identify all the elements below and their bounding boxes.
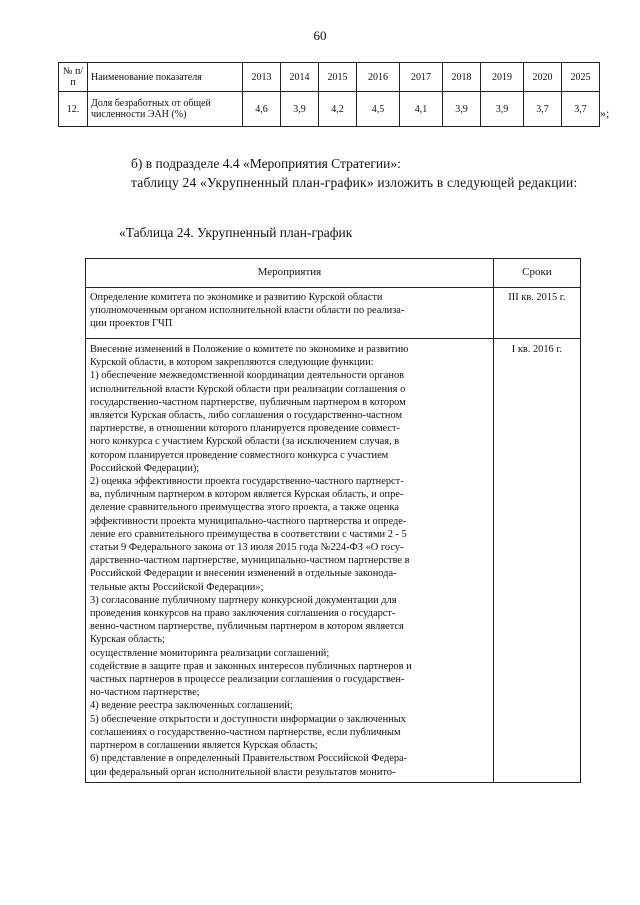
- activity-line: Определение комитета по экономике и развитию Курской области: [90, 292, 383, 303]
- value-2025: 3,7: [562, 92, 600, 127]
- activity-line: государственно-частном партнерстве, публичным партнером в котором: [90, 396, 406, 408]
- header-year-2016: 2016: [357, 63, 400, 92]
- activity-line: ции проектов ГЧП: [90, 318, 173, 330]
- term-cell: I кв. 2016 г.: [493, 339, 580, 783]
- value-2017: 4,1: [400, 92, 443, 127]
- activity-line: 3) согласование публичному партнеру конкурсной документации для: [90, 594, 397, 606]
- table-row: [86, 339, 581, 783]
- table-caption: «Таблица 24. Укрупненный план-график: [119, 225, 353, 240]
- term-cell: III кв. 2015 г.: [493, 288, 580, 339]
- value-2014: 3,9: [281, 92, 319, 127]
- header-year-2020: 2020: [524, 63, 562, 92]
- activity-line: ва, публичным партнером в котором является Курская область, и опре-: [90, 489, 404, 501]
- table-row: [86, 288, 581, 339]
- activity-line: уполномоченным органом исполнительной власти области по реализа-: [90, 305, 405, 317]
- activity-line: статьи 9 Федерального закона от 13 июля 2015 года №224-ФЗ «О госу-: [90, 542, 404, 554]
- activity-line: проведения конкурсов на право заключения соглашения о государст-: [90, 608, 396, 620]
- page-number: 60: [313, 28, 327, 43]
- header-year-2015: 2015: [319, 63, 357, 92]
- row-num: 12.: [59, 92, 88, 127]
- activity-line: соглашениях о государственно-частном партнерстве, если публичным: [90, 726, 401, 738]
- activity-line: но-частном партнерстве;: [90, 687, 200, 699]
- section-b-heading: б) в подразделе 4.4 «Мероприятия Стратегии»:: [131, 156, 401, 171]
- activity-line: 2) оценка эффективности проекта государственно-частного партнерст-: [90, 476, 404, 488]
- activity-line: венно-частном партнерстве, публичным партнером в котором является: [90, 621, 404, 633]
- header-terms: Сроки: [493, 259, 580, 288]
- activity-line: Внесение изменений в Положение о комитете по экономике и развитию: [90, 344, 409, 355]
- activity-line: исполнительной власти Курской области при реализации соглашения о: [90, 383, 406, 395]
- header-year-2013: 2013: [243, 63, 281, 92]
- instruction-paragraph: таблицу 24 «Укрупненный план-график» изложить в следующей редакции:: [131, 175, 578, 190]
- activity-line: 1) обеспечение межведомственной координации деятельности органов: [90, 370, 405, 382]
- activity-line: 6) представление в определенный Правительством Российской Федера-: [90, 753, 408, 765]
- header-year-2019: 2019: [481, 63, 524, 92]
- activity-line: партнером в соглашении является Курская область;: [90, 740, 318, 752]
- activity-line: ление его сравнительного преимущества в соответствии с частями 2 - 5: [90, 528, 407, 540]
- table-closing-quote: »;: [600, 106, 610, 120]
- header-activities: Мероприятия: [86, 259, 494, 288]
- activity-line: частных партнеров в процессе реализации соглашения о государствен-: [90, 674, 405, 686]
- header-num: № п/п: [59, 63, 88, 92]
- activity-line: ного конкурса с участием Курской области (за исключением случая, в: [90, 436, 400, 448]
- header-year-2025: 2025: [562, 63, 600, 92]
- row-indicator-name: Доля безработных от общей численности ЭАН (%): [88, 92, 243, 127]
- header-year-2014: 2014: [281, 63, 319, 92]
- activity-line: тельные акты Российской Федерации»;: [90, 581, 264, 593]
- value-2016: 4,5: [357, 92, 400, 127]
- value-2018: 3,9: [443, 92, 481, 127]
- value-2019: 3,9: [481, 92, 524, 127]
- activity-cell: [86, 339, 494, 783]
- value-2013: 4,6: [243, 92, 281, 127]
- activity-line: осуществление мониторинга реализации соглашений;: [90, 647, 330, 659]
- header-year-2018: 2018: [443, 63, 481, 92]
- activity-cell: [86, 288, 494, 339]
- activity-line: 5) обеспечение открытости и доступности информации о заключенных: [90, 713, 406, 725]
- plan-header-row: [86, 259, 581, 288]
- activity-line: эффективности проекта муниципально-частного партнерства и опреде-: [90, 515, 407, 527]
- indicator-table: [58, 62, 600, 127]
- activity-line: ции федеральный орган исполнительной власти результатов монито-: [90, 766, 396, 778]
- value-2015: 4,2: [319, 92, 357, 127]
- activity-line: является Курская область, либо соглашения о государственно-частном: [90, 410, 403, 422]
- activity-line: дарственно-частном партнерстве, муниципально-частном партнерстве в: [90, 555, 410, 567]
- plan-schedule-table: [85, 258, 581, 783]
- activity-line: партнерстве, в отношении которого планируется проведение совмест-: [90, 423, 401, 435]
- activity-line: содействие в защите прав и законных интересов публичных партнеров и: [90, 660, 412, 672]
- activity-line: 4) ведение реестра заключенных соглашений;: [90, 700, 293, 712]
- table-row: [59, 92, 600, 127]
- activity-line: Курской области, в котором закрепляются следующие функции:: [90, 357, 374, 369]
- activity-line: котором планируется проведение совместного конкурса с участием: [90, 449, 389, 461]
- activity-line: Российской Федерации и внесении изменений в отдельные законода-: [90, 568, 397, 580]
- activity-line: деление сравнительного преимущества этого проекта, а также оценка: [90, 502, 399, 514]
- indicator-header-row: [59, 63, 600, 92]
- activity-line: Российской Федерации);: [90, 462, 200, 474]
- header-year-2017: 2017: [400, 63, 443, 92]
- activity-line: Курская область;: [90, 634, 165, 646]
- header-indicator-name: Наименование показателя: [88, 63, 243, 92]
- value-2020: 3,7: [524, 92, 562, 127]
